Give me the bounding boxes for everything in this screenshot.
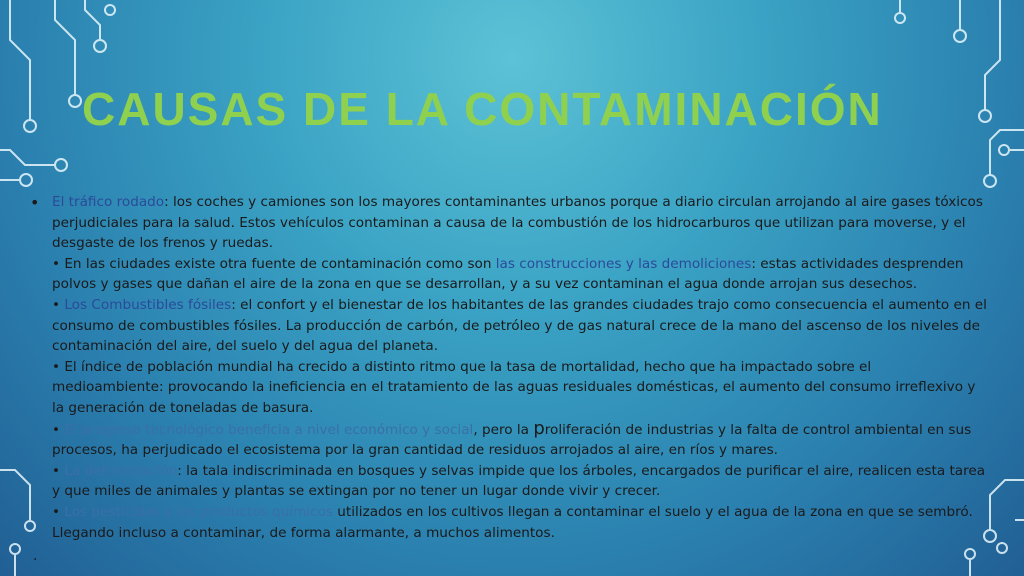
text-run: : estas actividades desprenden polvos y gases que dañan el aire de la zona en que se desarrollan, y a su vez contaminan el agua donde arrojan sus desechos. [52, 255, 964, 293]
text-run-highlight: Los Combustibles fósiles [64, 296, 232, 313]
text-run-highlight: La deforestación [64, 462, 178, 479]
text-run: : la tala indiscriminada en bosques y selvas impide que los árboles, encargados de purificar el aire, realicen esta tarea y que miles de animales y plantas se extingan por no tener un lugar donde vivir y crecer. [52, 462, 986, 500]
text-run: , pero la [473, 421, 534, 438]
paragraph [52, 461, 987, 502]
text-run: utilizados en los cultivos llegan a contaminar el suelo y el agua de la zona en que se sembró. Llegando incluso a contaminar, de forma alarmante, a muchos alimentos. [52, 503, 973, 541]
paragraph [52, 254, 987, 295]
text-run: • En las ciudades existe otra fuente de contaminación como son [52, 255, 496, 272]
trailing-mark: . [33, 548, 38, 564]
text-run: • [52, 296, 65, 313]
slide-body [52, 192, 987, 543]
paragraph [52, 192, 987, 254]
text-run: • [52, 462, 65, 479]
bullet-glyph: • [30, 193, 40, 212]
text-run: • [52, 503, 65, 520]
text-run: : el confort y el bienestar de los habitantes de las grandes ciudades trajo como consecuencia el aumento en el consumo de combustibles fósiles. La producción de carbón, de petróleo y de gas natural crece de la mano del ascenso de los niveles de contaminación del aire, del suelo y del agua del planeta. [52, 296, 987, 355]
text-run: : los coches y camiones son los mayores contaminantes urbanos porque a diario circulan arrojando al aire gases tóxicos perjudiciales para la salud. Estos vehículos contaminan a causa de la combustión de los hidrocarburos que utilizan para moverse, y el desgaste de los frenos y ruedas. [52, 194, 983, 252]
text-run: roliferación de industrias y la falta de control ambiental en sus procesos, ha perjudicado el ecosistema por la gran cantidad de residuos arrojados al aire, en ríos y mares. [52, 421, 972, 459]
text-run-highlight: las construcciones y las demoliciones [495, 255, 752, 272]
text-run: • [52, 421, 65, 438]
text-run-large: p [533, 417, 545, 439]
paragraph [52, 502, 987, 543]
paragraph [52, 419, 987, 461]
paragraph [52, 295, 987, 357]
text-run-highlight: El tráfico rodado [52, 194, 165, 210]
paragraph [52, 357, 987, 419]
text-run: • El índice de población mundial ha crecido a distinto ritmo que la tasa de mortalidad, hecho que ha impactado sobre el medioambiente: provocando la ineficiencia en el tratamiento de las aguas residuales domésticas, el aumento del consumo irreflexivo y la generación de toneladas de basura. [52, 358, 976, 416]
text-run-highlight: Los pesticidas y los productos químicos [64, 503, 333, 520]
slide-title: CAUSAS DE LA CONTAMINACIÓN [82, 83, 883, 135]
text-run-highlight: El progreso tecnológico beneficia a nivel económico y social [64, 421, 474, 438]
